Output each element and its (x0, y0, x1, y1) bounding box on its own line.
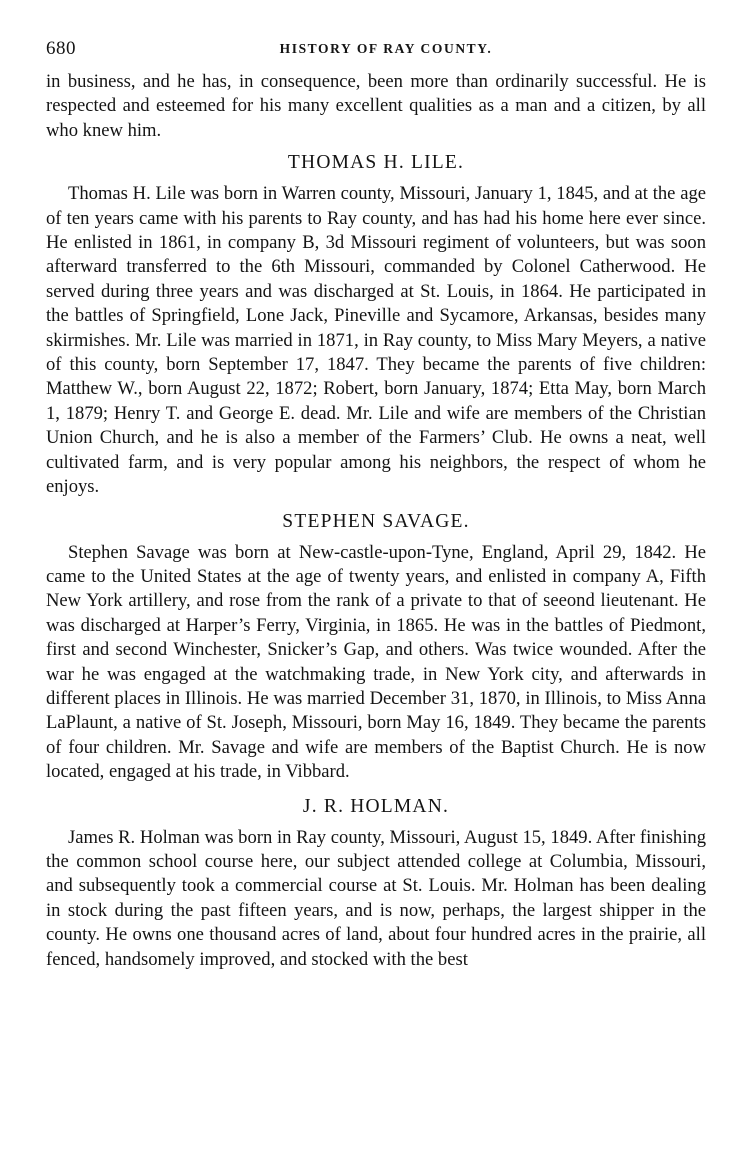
biography-thomas-lile: Thomas H. Lile was born in Warren county, Missouri, January 1, 1845, and at the age of ten years came with his parents to Ray county, and has had his home here ever since. He enlisted in 1861, in company B, 3d Missouri regiment of volunteers, but was soon afterward transferred to the 6th Missouri, commanded by Colonel Catherwood. He served during three years and was discharged at St. Louis, in 1864. He participated in the battles of Springfield, Lone Jack, Pineville and Sycamore, Arkansas, besides many skirmishes. Mr. Lile was married in 1871, in Ray county, to Miss Mary Meyers, a native of this county, born September 17, 1847. They became the parents of five children: Matthew W., born August 22, 1872; Robert, born January, 1874; Etta May, born March 1, 1879; Henry T. and George E. dead. Mr. Lile and wife are members of the Christian Union Church, and he is also a member of the Farmers’ Club. He owns a neat, well cultivated farm, and is very popular among his neighbors, the respect of whom he enjoys. (46, 183, 706, 498)
section-heading-jr-holman: J. R. HOLMAN. (302, 795, 450, 817)
biography-stephen-savage: Stephen Savage was born at New-castle-upon-Tyne, England, April 29, 1842. He came to the United States at the age of twenty years, and enlisted in company A, Fifth New York artillery, and rose from the rank of a private to that of seeond lieutenant. He was discharged at Harper’s Ferry, Virginia, in 1865. He was in the battles of Piedmont, first and second Winchester, Snicker’s Gap, and others. Was twice wounded. After the war he was engaged at the watchmaking trade, in New York city, and afterwards in different places in Illinois. He was married December 31, 1870, in Illinois, to Miss Anna LaPlaunt, a native of St. Joseph, Missouri, born May 16, 1849. They became the parents of four children. Mr. Savage and wife are members of the Baptist Church. He is now located, engaged at his trade, in Vibbard. (46, 541, 706, 783)
continuation-paragraph: in business, and he has, in consequence, been more than ordinarily successful. He is respected and esteemed for his many excellent qualities as a man and a citizen, by all who knew him. (46, 71, 706, 141)
running-title: HISTORY OF RAY COUNTY. (279, 41, 493, 56)
section-heading-thomas-lile: THOMAS H. LILE. (287, 152, 465, 174)
book-page (46, 38, 706, 972)
section-heading-stephen-savage: STEPHEN SAVAGE. (282, 510, 470, 532)
page-number: 680 (46, 38, 76, 59)
biography-jr-holman: James R. Holman was born in Ray county, Missouri, August 15, 1849. After finishing the common school course here, our subject attended college at Columbia, Missouri, and subsequently took a commercial course at St. Louis. Mr. Holman has been dealing in stock during the past fifteen years, and is now, perhaps, the largest shipper in the county. He owns one thousand acres of land, about four hundred acres in the prairie, all fenced, handsomely improved, and stocked with the best (46, 826, 706, 970)
running-header (46, 38, 706, 64)
